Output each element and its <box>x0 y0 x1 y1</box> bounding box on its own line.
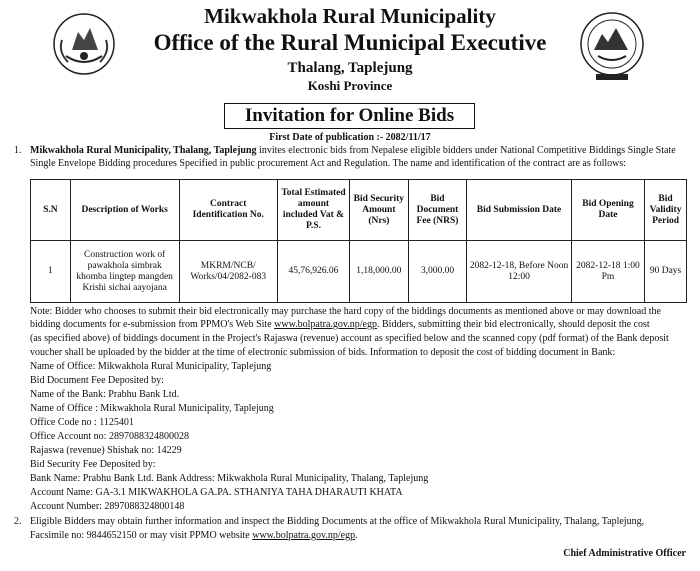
item2-line-2: Facsimile no: 9844652150 or may visit PPMO website www.bolpatra.gov.np/egp. <box>30 530 358 541</box>
office-name: Office of the Rural Municipal Executive <box>153 30 547 55</box>
cell-bid-security: 1,18,000.00 <box>350 241 409 303</box>
municipality-name: Mikwakhola Rural Municipality <box>204 4 496 28</box>
cell-doc-fee: 3,000.00 <box>408 241 467 303</box>
detail-line: Bank Name: Prabhu Bank Ltd. Bank Address: Mikwakhola Rural Municipality, Thalang, Taplejung <box>30 473 429 484</box>
detail-line: Bid Document Fee Deposited by: <box>30 375 164 386</box>
detail-line: Rajaswa (revenue) Shishak no: 14229 <box>30 445 182 456</box>
item-number: 1. <box>14 145 22 156</box>
header-cell: Description of Works <box>70 180 179 241</box>
detail-line: Office Code no : 1125401 <box>30 417 134 428</box>
header-cell: Bid Opening Date <box>571 180 644 241</box>
detail-line: Bid Security Fee Deposited by: <box>30 459 156 470</box>
header-cell: Contract Identification No. <box>179 180 277 241</box>
publication-date: First Date of publication :- 2082/11/17 <box>269 132 431 143</box>
detail-line: Name of the Bank: Prabhu Bank Ltd. <box>30 389 180 400</box>
header-cell: Bid Document Fee (NRS) <box>408 180 467 241</box>
table-header-row <box>31 180 687 241</box>
header-cell: Total Estimated amount included Vat & P.S. <box>277 180 349 241</box>
note-line-1: Note: Bidder who chooses to submit their bid electronically may purchase the hard copy of the biddings documents as mentioned above or may download the <box>30 306 661 317</box>
header-cell: Bid Submission Date <box>467 180 572 241</box>
signatory: Chief Administrative Officer <box>563 548 686 559</box>
item1-lead: Mikwakhola Rural Municipality, Thalang, Taplejung <box>30 145 257 156</box>
note-line-4: voucher shall be uploaded by the bidder at the time of electronic submission of bids. Information to deposit the cost of bidding document in Bank: <box>30 347 616 358</box>
table-row <box>31 241 687 303</box>
bid-table <box>30 179 687 303</box>
header-cell: Bid Validity Period <box>645 180 687 241</box>
detail-line: Name of Office : Mikwakhola Rural Municipality, Taplejung <box>30 403 274 414</box>
note-line-2: bidding documents for e-submission from PPMO's Web Site www.bolpatra.gov.np/egp. Bidders, submitting their bid electronically, should deposit the cost <box>30 319 650 330</box>
detail-line: Account Name: GA-3.1 MIKWAKHOLA GA.PA. STHANIYA TAHA DHARAUTI KHATA <box>30 487 403 498</box>
bolpatra-link[interactable]: www.bolpatra.gov.np/egp <box>274 319 377 330</box>
cell-submission-date: 2082-12-18, Before Noon 12:00 <box>467 241 572 303</box>
cell-sn: 1 <box>31 241 71 303</box>
item1-text-2: Single Envelope Bidding procedures Specified in public procurement Act and Regulation. The name and identification of the contract are as follows: <box>30 158 627 169</box>
detail-line: Name of Office: Mikwakhola Rural Municipality, Taplejung <box>30 361 272 372</box>
cell-opening-date: 2082-12-18 1:00 Pm <box>571 241 644 303</box>
cell-amount: 45,76,926.06 <box>277 241 349 303</box>
cell-validity: 90 Days <box>645 241 687 303</box>
cell-description: Construction work of pawakhola simbrak khomba lingtep mangden Krishi sichai aayojana <box>70 241 179 303</box>
cell-contract-id: MKRM/NCB/ Works/04/2082-083 <box>179 241 277 303</box>
item-number: 2. <box>14 516 22 527</box>
bolpatra-link[interactable]: www.bolpatra.gov.np/egp <box>252 530 356 541</box>
item1-text-1: invites electronic bids from Nepalese eligible bidders under National Competitive Biddings Single State <box>256 145 676 156</box>
province: Koshi Province <box>307 78 393 93</box>
item2-line-1: Eligible Bidders may obtain further information and inspect the Bidding Documents at the office of Mikwakhola Rural Municipality, Thalang, Taplejung, <box>30 516 645 527</box>
detail-line: Office Account no: 2897088324800028 <box>30 431 189 442</box>
item1-paragraph <box>30 145 690 170</box>
location: Thalang, Taplejung <box>287 60 413 76</box>
letterhead <box>0 4 700 94</box>
notice-title: Invitation for Online Bids <box>224 103 475 129</box>
detail-line: Account Number: 2897088324800148 <box>30 501 185 512</box>
header-cell: Bid Security Amount (Nrs) <box>350 180 409 241</box>
note-line-3: (as specified above) of biddings document in the Project's Rajaswa (revenue) account as specified below and the scanned copy (pdf format) of the Bank deposit <box>30 333 669 344</box>
header-cell: S.N <box>31 180 71 241</box>
